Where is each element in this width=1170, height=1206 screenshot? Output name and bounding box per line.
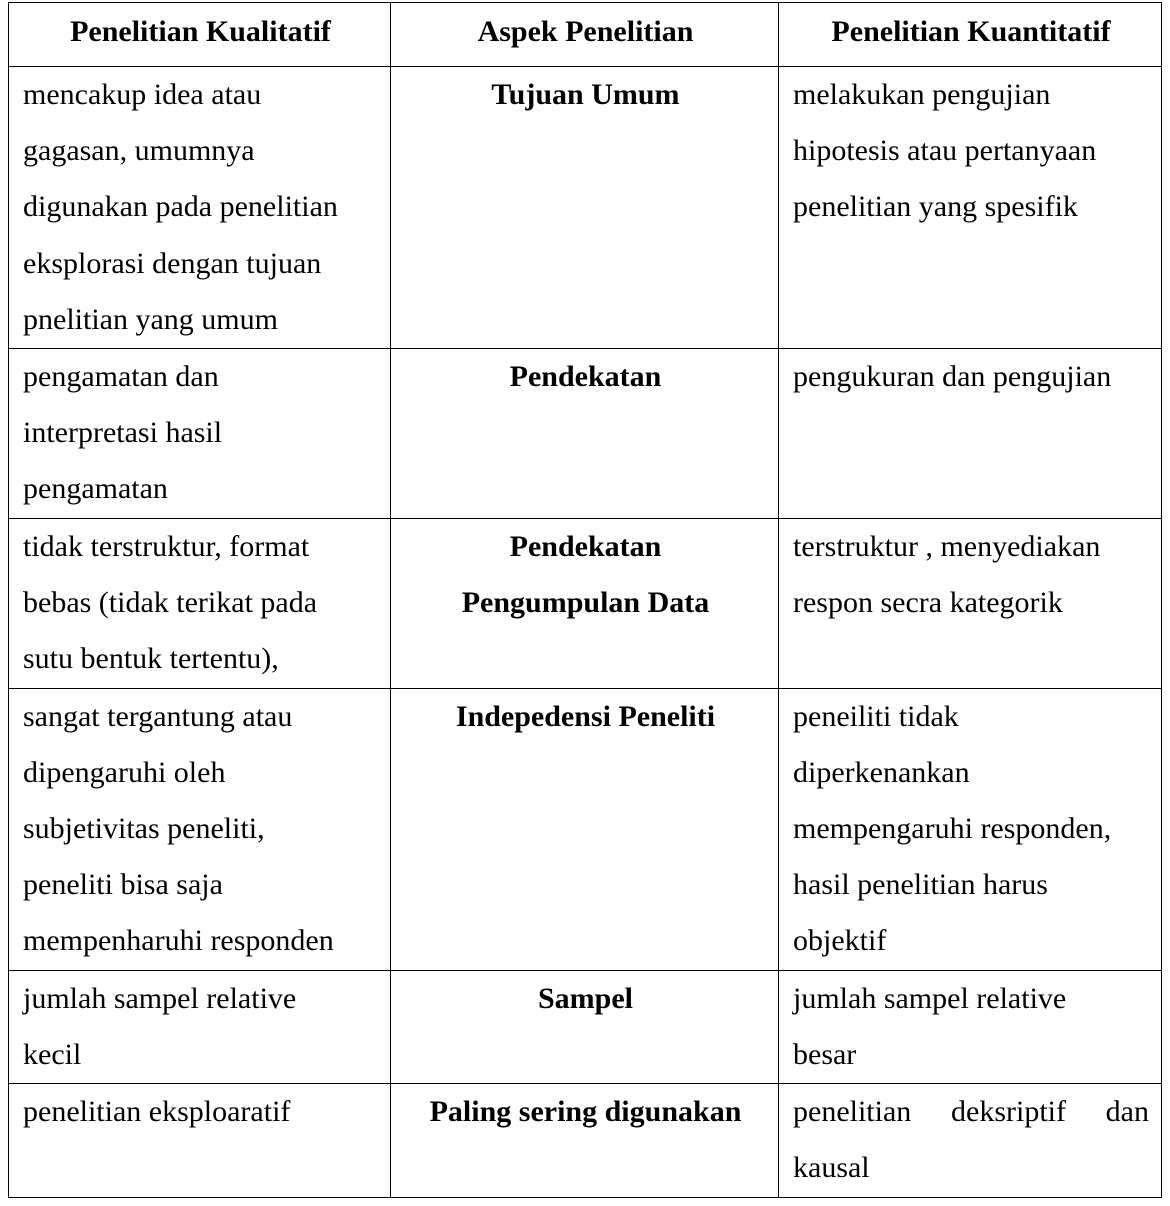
cell-quantitative (779, 349, 1162, 519)
cell-line: Paling sering digunakan (429, 1095, 742, 1129)
table-row (9, 349, 1162, 519)
table-row (9, 688, 1162, 970)
cell-line: Pengumpulan Data (461, 585, 710, 619)
cell-line: Indepedensi Peneliti (455, 699, 716, 733)
cell-line: dipengaruhi oleh (23, 755, 226, 789)
cell-qualitative (9, 349, 391, 519)
table-row (9, 1084, 1162, 1198)
cell-line: Tujuan Umum (491, 78, 680, 111)
cell-line: Pendekatan (509, 360, 662, 394)
header-aspect: Aspek Penelitian (391, 3, 779, 67)
cell-line: peneliti bisa saja (23, 868, 223, 902)
cell-line: mencakup idea atau (23, 78, 262, 111)
table-row (9, 518, 1162, 688)
table-row (9, 67, 1162, 349)
cell-line: penelitian eksploaratif (23, 1095, 291, 1129)
cell-line: kausal (793, 1151, 870, 1185)
cell-line: pengamatan (23, 472, 168, 506)
cell-line: kecil (23, 1037, 82, 1071)
cell-aspect (391, 67, 779, 349)
cell-qualitative (9, 688, 391, 970)
cell-qualitative (9, 970, 391, 1083)
header-qualitative: Penelitian Kualitatif (9, 3, 391, 67)
header-row (9, 3, 1162, 67)
cell-line: tidak terstruktur, format (23, 529, 310, 563)
cell-line: objektif (793, 924, 887, 958)
cell-aspect (391, 1084, 779, 1198)
cell-quantitative (779, 970, 1162, 1083)
cell-line: hasil penelitian harus (793, 868, 1048, 902)
cell-quantitative (779, 67, 1162, 349)
cell-quantitative (779, 688, 1162, 970)
cell-line: mempenharuhi responden (23, 924, 334, 958)
cell-line: penelitian yang spesifik (793, 190, 1078, 224)
cell-aspect (391, 970, 779, 1083)
cell-line: hipotesis atau pertanyaan (793, 134, 1097, 168)
cell-qualitative (9, 1084, 391, 1198)
cell-quantitative (779, 518, 1162, 688)
comparison-table (8, 2, 1162, 1198)
cell-line: penelitian deksriptif dan (793, 1095, 1149, 1129)
cell-line: subjetivitas peneliti, (23, 812, 265, 846)
cell-qualitative (9, 518, 391, 688)
cell-line: interpretasi hasil (23, 416, 223, 450)
cell-line: Sampel (537, 981, 633, 1015)
cell-line: peneiliti tidak (793, 699, 959, 733)
cell-line: eksplorasi dengan tujuan (23, 246, 322, 280)
cell-aspect (391, 518, 779, 688)
cell-aspect (391, 688, 779, 970)
cell-line: besar (793, 1037, 857, 1071)
cell-line: digunakan pada penelitian (23, 190, 338, 224)
cell-line: gagasan, umumnya (23, 134, 255, 168)
cell-line: diperkenankan (793, 755, 970, 789)
cell-line: pengukuran dan pengujian (793, 360, 1112, 394)
cell-line: jumlah sampel relative (23, 981, 297, 1015)
cell-line: jumlah sampel relative (793, 981, 1067, 1015)
cell-line: bebas (tidak terikat pada (23, 585, 318, 619)
table-row (9, 970, 1162, 1083)
cell-line: mempengaruhi responden, (793, 812, 1112, 846)
cell-line: terstruktur , menyediakan (793, 529, 1101, 563)
cell-line: sangat tergantung atau (23, 699, 293, 733)
cell-line: respon secra kategorik (793, 585, 1063, 619)
cell-line: Pendekatan (509, 529, 662, 563)
header-quantitative: Penelitian Kuantitatif (779, 3, 1162, 67)
cell-qualitative (9, 67, 391, 349)
cell-line: melakukan pengujian (793, 78, 1051, 111)
cell-line: pnelitian yang umum (23, 302, 278, 336)
cell-line: sutu bentuk tertentu), (23, 642, 279, 676)
cell-aspect (391, 349, 779, 519)
cell-quantitative (779, 1084, 1162, 1198)
cell-line: pengamatan dan (23, 360, 219, 394)
